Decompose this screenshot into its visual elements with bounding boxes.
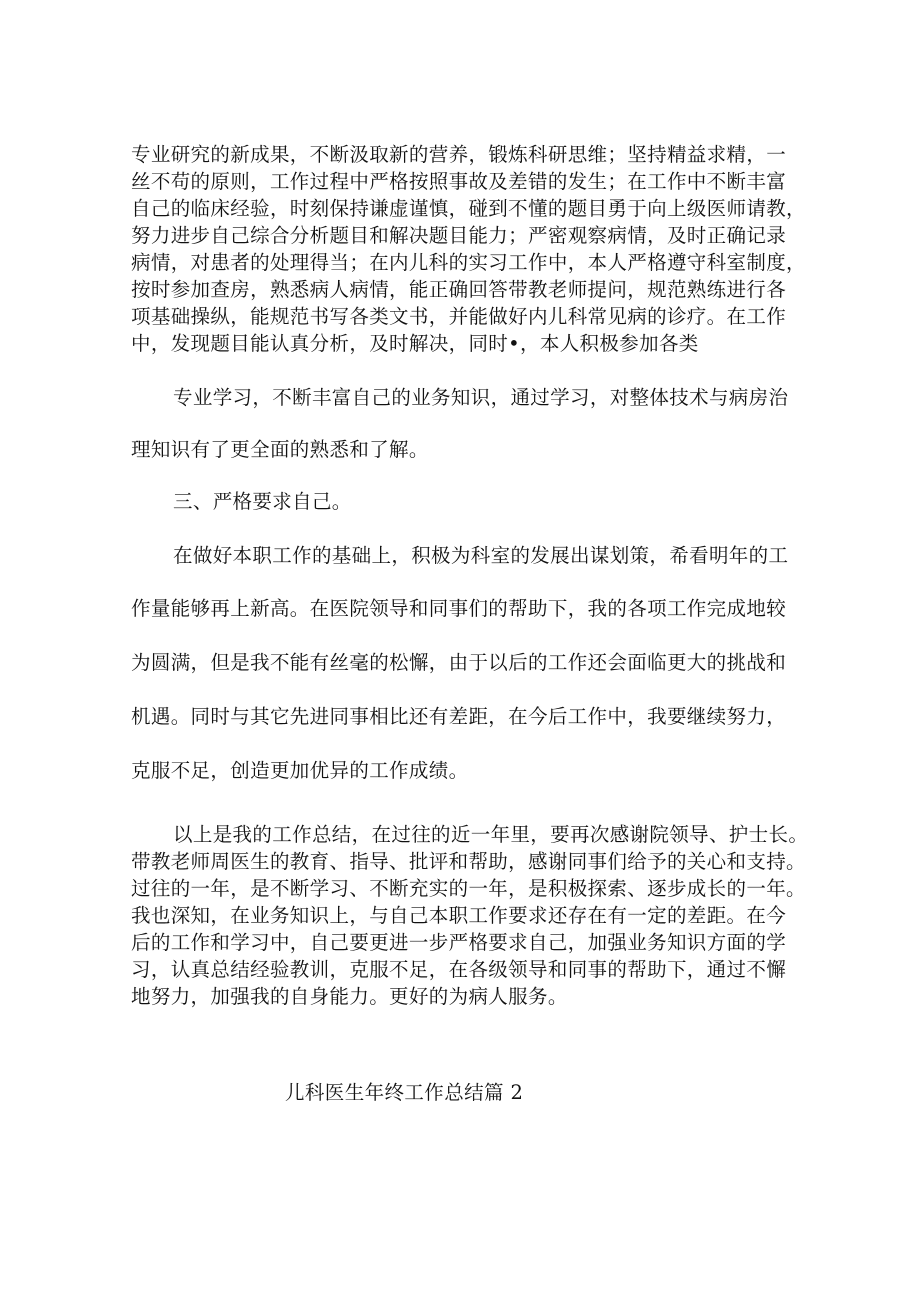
paragraph-1-line-7: 项基础操纵，能规范书写各类文书，并能做好内儿科常见病的诊疗。在工作 <box>131 305 787 328</box>
paragraph-4-line-1: 以上是我的工作总结，在过往的近一年里，要再次感谢院领导、护士长。 <box>173 823 809 846</box>
paragraph-2-line-1: 专业学习，不断丰富自己的业务知识，通过学习，对整体技术与病房治 <box>173 386 789 409</box>
paragraph-4-line-4: 我也深知，在业务知识上，与自己本职工作要求还存在有一定的差距。在今 <box>131 904 787 927</box>
paragraph-1-line-6: 按时参加查房，熟悉病人病情，能正确回答带教老师提问，规范熟练进行各 <box>131 278 787 301</box>
paragraph-3-line-3: 为圆满，但是我不能有丝毫的松懈，由于以后的工作还会面临更大的挑战和 <box>131 651 787 674</box>
paragraph-3-line-1: 在做好本职工作的基础上，积极为科室的发展出谋划策，希看明年的工 <box>173 544 789 567</box>
paragraph-4-line-2: 带教老师周医生的教育、指导、批评和帮助，感谢同事们给予的关心和支持。 <box>131 850 806 873</box>
paragraph-1-line-4: 努力进步自己综合分析题目和解决题目能力；严密观察病情，及时正确记录 <box>131 224 787 247</box>
paragraph-1-line-2: 丝不苟的原则，工作过程中严格按照事故及差错的发生；在工作中不断丰富 <box>131 170 787 193</box>
paragraph-3-line-5: 克服不足，创造更加优异的工作成绩。 <box>131 759 469 782</box>
paragraph-4-line-3: 过往的一年，是不断学习、不断充实的一年，是积极探索、逐步成长的一年。 <box>131 877 806 900</box>
paragraph-1-line-5: 病情，对患者的处理得当；在内儿科的实习工作中，本人严格遵守科室制度， <box>131 251 806 274</box>
paragraph-4-line-6: 习，认真总结经验教训，克服不足，在各级领导和同事的帮助下，通过不懈 <box>131 958 787 981</box>
paragraph-3-line-2: 作量能够再上新高。在医院领导和同事们的帮助下，我的各项工作完成地较 <box>131 597 787 620</box>
paragraph-1-line-3: 自己的临床经验，时刻保持谦虚谨慎，碰到不懂的题目勇于向上级医师请教， <box>131 197 806 220</box>
paragraph-1-line-8: 中，发现题目能认真分析，及时解决，同时•，本人积极参加各类 <box>131 332 699 355</box>
paragraph-2-line-2: 理知识有了更全面的熟悉和了解。 <box>131 438 429 461</box>
paragraph-1-line-1: 专业研究的新成果，不断汲取新的营养，锻炼科研思维；坚持精益求精，一 <box>131 143 787 166</box>
paragraph-4-line-5: 后的工作和学习中，自己要更进一步严格要求自己，加强业务知识方面的学 <box>131 931 787 954</box>
paragraph-4-line-7: 地努力，加强我的自身能力。更好的为病人服务。 <box>131 985 568 1008</box>
section-3-title: 三、严格要求自己。 <box>173 490 352 513</box>
next-article-title: 儿科医生年终工作总结篇 2 <box>285 1081 524 1104</box>
paragraph-3-line-4: 机遇。同时与其它先进同事相比还有差距，在今后工作中，我要继续努力， <box>131 705 787 728</box>
